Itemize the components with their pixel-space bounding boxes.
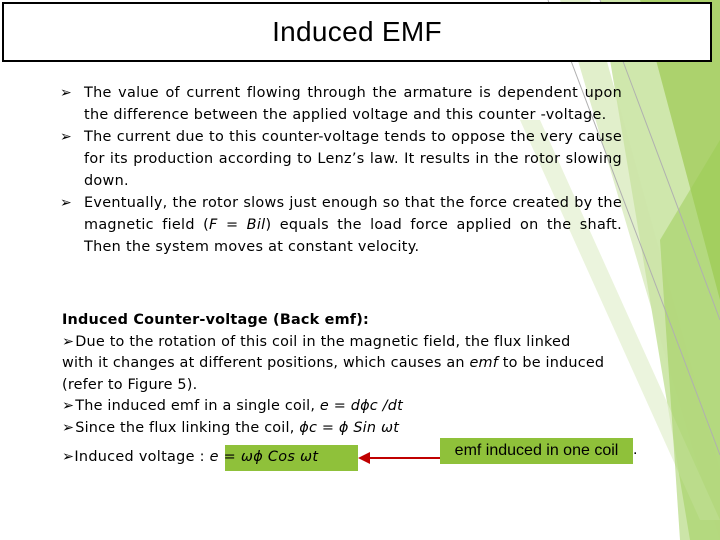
page-title: Induced EMF: [272, 16, 442, 47]
arrow-bullet-icon: ➢: [60, 85, 73, 101]
paragraph-line: (refer to Figure 5).: [62, 376, 198, 393]
bullet-text: The value of current flowing through the armature is dependent upon the difference between the applied voltage and this counter -voltage.: [84, 85, 622, 123]
emf-term: emf: [469, 355, 498, 371]
voltage-formula: e = ωϕ Cos ωt: [209, 449, 319, 465]
emf-formula: e = dϕc /dt: [319, 398, 403, 414]
title-box: [2, 2, 712, 62]
callout-label: emf induced in one coil: [440, 438, 633, 464]
arrow-bullet-icon: ➢: [62, 333, 75, 350]
line-text: Since the flux linking the coil,: [75, 419, 295, 436]
arrow-bullet-icon: ➢: [62, 398, 75, 414]
section-heading: Induced Counter-voltage (Back emf):: [62, 312, 369, 328]
bullet-list: [62, 82, 622, 258]
arrow-bullet-icon: ➢: [60, 129, 73, 145]
induced-voltage-line: [62, 446, 318, 468]
line-text: Induced voltage :: [74, 449, 205, 465]
arrow-bullet-icon: ➢: [62, 449, 75, 465]
paragraph-text: Due to the rotation of this coil in the magnetic field, the flux linked: [75, 333, 571, 350]
flux-formula: ϕc = ϕ Sin ωt: [299, 419, 400, 436]
induced-emf-line: [62, 396, 662, 418]
callout-arrow: [358, 452, 440, 464]
bullet-text-end: ) equals the load force applied on the shaft. Then the system moves at constant velocity.: [84, 217, 622, 255]
bullet-text-start: Eventually, the rotor slows just enough so that the force created by the magnetic field (: [84, 195, 622, 233]
back-emf-section: [62, 310, 662, 439]
paragraph-line: [62, 353, 662, 375]
arrow-bullet-icon: ➢: [62, 419, 75, 436]
arrow-bullet-icon: ➢: [60, 195, 73, 211]
bullet-item: [62, 126, 622, 192]
callout-suffix: .: [633, 441, 638, 458]
paragraph-text: to be induced: [502, 355, 605, 371]
flux-line: [62, 418, 662, 440]
paragraph-line: [62, 332, 662, 354]
bullet-item: [62, 82, 622, 126]
line-text: The induced emf in a single coil,: [75, 398, 316, 414]
paragraph-text: with it changes at different positions, which causes an: [62, 355, 465, 371]
force-formula: F = Bil: [209, 217, 266, 233]
bullet-item: [62, 192, 622, 258]
bullet-text: The current due to this counter-voltage tends to oppose the very cause for its production according to Lenz’s law. It results in the rotor slowing down.: [84, 129, 622, 189]
